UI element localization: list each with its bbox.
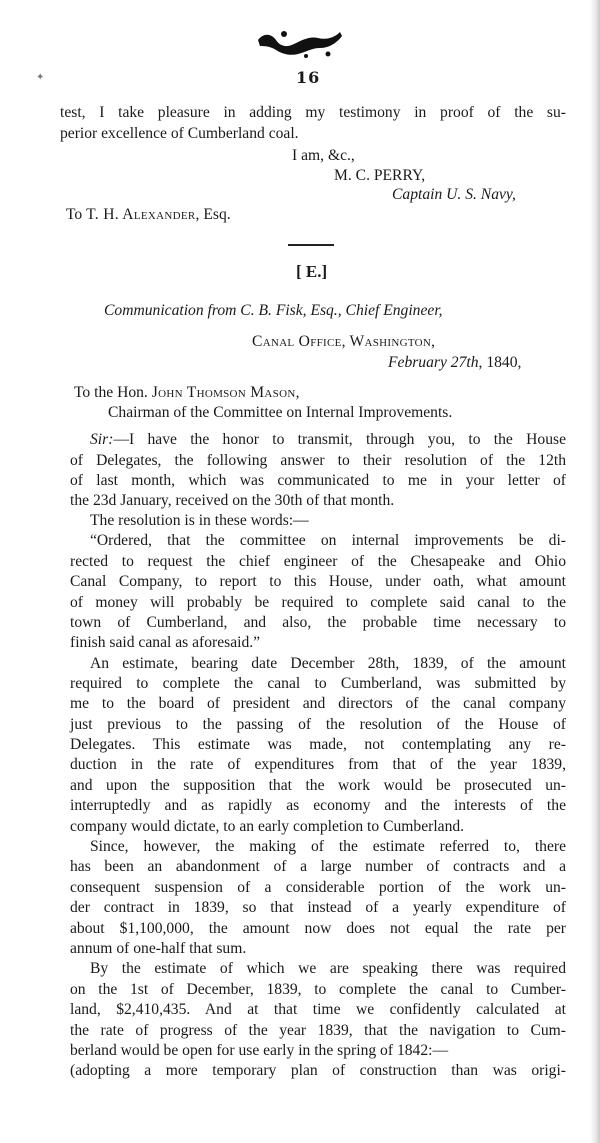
body-line: der contract in 1839, so that instead of a yearly expenditure of bbox=[70, 899, 566, 916]
addressee-name: T. H. Alexander bbox=[86, 206, 196, 223]
body-line: duction in the rate of expenditures from that of the year 1839, bbox=[70, 756, 566, 773]
letter-year: , 1840, bbox=[478, 354, 522, 371]
section-mark: [ E.] bbox=[296, 262, 328, 281]
section-divider bbox=[288, 244, 334, 246]
addressee-suffix: , Esq. bbox=[195, 206, 231, 223]
office-name: Canal Office bbox=[252, 333, 342, 350]
body-line: berland would be open for use early in the spring of 1842:— bbox=[70, 1042, 449, 1059]
letter-date: February 27th bbox=[388, 354, 479, 371]
body-line: of Delegates, the following answer to their resolution of the 12th bbox=[70, 452, 566, 469]
addressee-prefix: To bbox=[66, 206, 83, 223]
ink-blot-ornament bbox=[254, 26, 344, 66]
text-line: test, I take pleasure in adding my testimony in proof of the su- bbox=[60, 104, 566, 121]
body-line: rected to request the chief engineer of the Chesapeake and Ohio bbox=[70, 553, 566, 570]
body-line: land, $2,410,435. And at that time we confidently calculated at bbox=[70, 1001, 566, 1018]
office-sep: , bbox=[341, 333, 350, 350]
recipient-name: John Thomson Mason bbox=[151, 384, 296, 401]
body-line: By the estimate of which we are speaking there was required bbox=[90, 960, 566, 977]
body-line: on the 1st of December, 1839, to complete the canal to Cumber- bbox=[70, 981, 566, 998]
body-line: finish said canal as aforesaid.” bbox=[70, 634, 261, 651]
signature-name: M. C. PERRY, bbox=[334, 167, 426, 184]
body-line: me to the board of president and directors of the canal company bbox=[70, 695, 566, 712]
binding-edge-shadow bbox=[590, 0, 600, 1143]
body-line: Since, however, the making of the estimate referred to, there bbox=[90, 838, 566, 855]
office-end: , bbox=[431, 333, 436, 350]
body-line: An estimate, bearing date December 28th, 1839, of the amount bbox=[90, 655, 566, 672]
body-line: Canal Company, to report to this House, under oath, what amount bbox=[70, 573, 566, 590]
body-line: annum of one-half that sum. bbox=[70, 940, 247, 957]
text-line: perior excellence of Cumberland coal. bbox=[60, 125, 299, 142]
body-line: about $1,100,000, the amount now does not equal the rate per bbox=[70, 920, 566, 937]
body-line: town of Cumberland, and also, the probable time necessary to bbox=[70, 614, 566, 631]
recipient-suffix: , bbox=[295, 384, 300, 401]
body-text: —I have the honor to transmit, through you, to the House bbox=[113, 431, 566, 448]
recipient-line bbox=[74, 384, 299, 402]
communication-title: Communication from C. B. Fisk, Esq., Chief Engineer, bbox=[104, 302, 443, 319]
date-line bbox=[388, 354, 521, 372]
signature-closing: I am, &c., bbox=[292, 147, 355, 164]
body-line: has been an abandonment of a large number of contracts and a bbox=[70, 858, 566, 875]
body-line: and upon the supposition that the work would be prosecuted un- bbox=[70, 777, 566, 794]
stray-mark: ✦ bbox=[36, 72, 45, 83]
body-line: Delegates. This estimate was made, not contemplating any re- bbox=[70, 736, 566, 753]
salutation: Sir: bbox=[90, 431, 114, 448]
body-line: the rate of progress of the year 1839, that the navigation to Cum- bbox=[70, 1022, 566, 1039]
addressee-line bbox=[66, 206, 231, 224]
office-line bbox=[252, 333, 435, 351]
page-number: 16 bbox=[296, 68, 321, 87]
signature-title: Captain U. S. Navy, bbox=[392, 186, 516, 203]
office-city: Washington bbox=[349, 333, 432, 350]
body-line: consequent suspension of a considerable portion of the work un- bbox=[70, 879, 566, 896]
body-line: just previous to the passing of the resolution of the House of bbox=[70, 716, 566, 733]
body-line: of last month, which was communicated to me in your letter of bbox=[70, 472, 566, 489]
body-line: the 23d January, received on the 30th of that month. bbox=[70, 492, 395, 509]
body-line: interruptedly and as rapidly as economy and the interests of the bbox=[70, 797, 566, 814]
body-line: company would dictate, to an early completion to Cumberland. bbox=[70, 818, 465, 835]
chairman-line: Chairman of the Committee on Internal Improvements. bbox=[108, 404, 453, 421]
body-line: The resolution is in these words:— bbox=[90, 512, 309, 529]
recipient-prefix: To the Hon. bbox=[74, 384, 152, 401]
body-line: of money will probably be required to complete said canal to the bbox=[70, 594, 566, 611]
body-line: “Ordered, that the committee on internal improvements be di- bbox=[90, 532, 566, 549]
body-line-salutation bbox=[90, 431, 566, 449]
body-line: (adopting a more temporary plan of construction than was origi- bbox=[70, 1062, 566, 1079]
body-line: required to complete the canal to Cumberland, was submitted by bbox=[70, 675, 566, 692]
